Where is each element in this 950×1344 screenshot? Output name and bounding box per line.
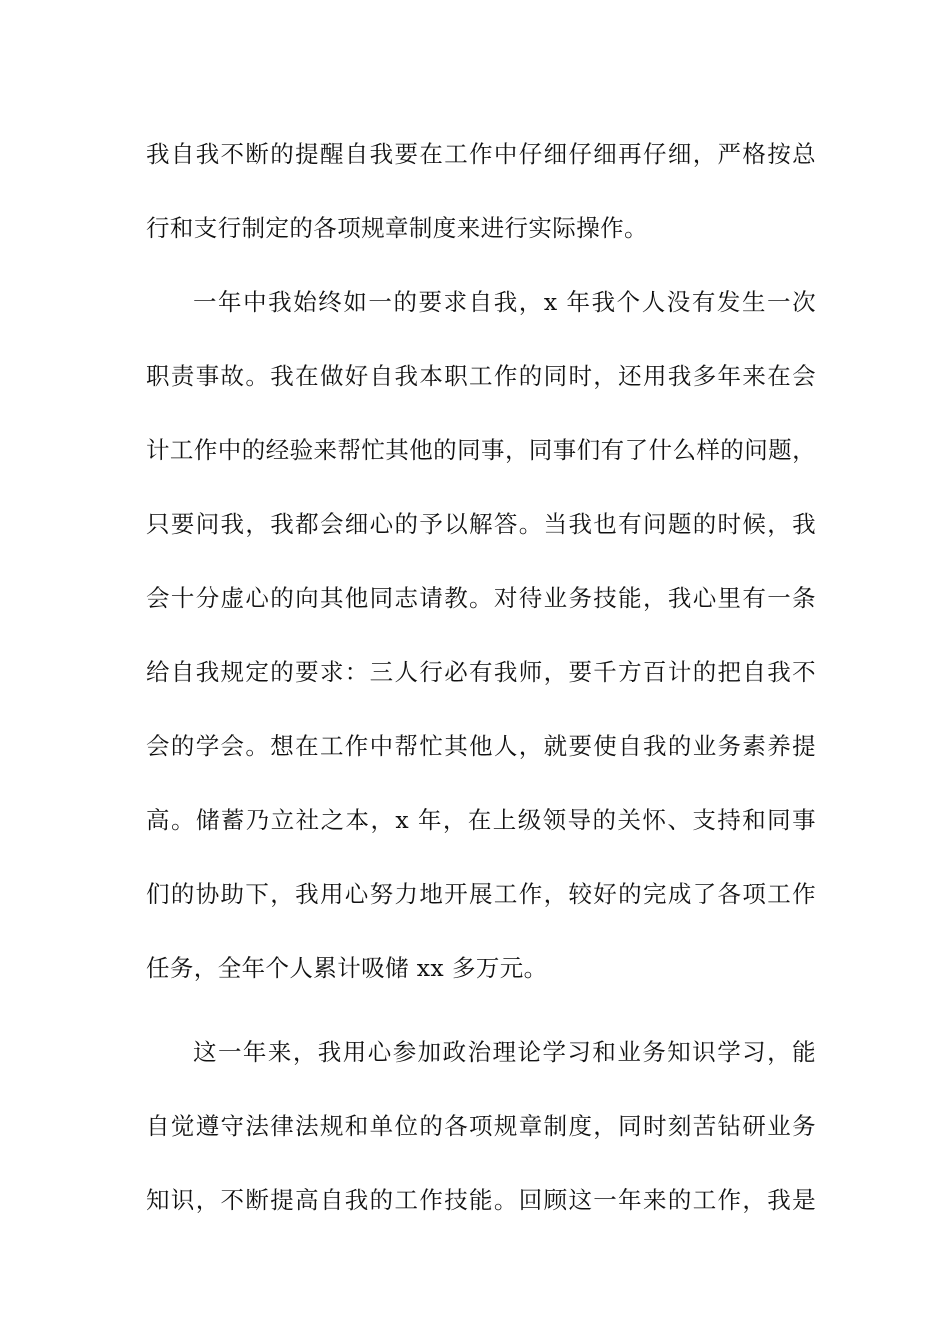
text-line: 知识，不断提高自我的工作技能。回顾这一年来的工作，我是 — [146, 1186, 816, 1214]
text-line: 高。储蓄乃立社之本，x 年，在上级领导的关怀、支持和同事 — [146, 806, 816, 834]
text-line: 计工作中的经验来帮忙其他的同事，同事们有了什么样的问题， — [146, 436, 816, 464]
text-line: 会十分虚心的向其他同志请教。对待业务技能，我心里有一条 — [146, 584, 816, 612]
text-line: 们的协助下，我用心努力地开展工作，较好的完成了各项工作 — [146, 880, 816, 908]
text-line: 给自我规定的要求：三人行必有我师，要千方百计的把自我不 — [146, 658, 816, 686]
text-line: 会的学会。想在工作中帮忙其他人，就要使自我的业务素养提 — [146, 732, 816, 760]
text-line: 自觉遵守法律法规和单位的各项规章制度，同时刻苦钻研业务 — [146, 1112, 816, 1140]
text-line: 任务，全年个人累计吸储 xx 多万元。 — [146, 954, 548, 982]
text-line: 行和支行制定的各项规章制度来进行实际操作。 — [146, 214, 648, 242]
paragraph-first-line: 一年中我始终如一的要求自我，x 年我个人没有发生一次 — [193, 288, 816, 316]
text-line: 我自我不断的提醒自我要在工作中仔细仔细再仔细，严格按总 — [146, 140, 816, 168]
text-line: 职责事故。我在做好自我本职工作的同时，还用我多年来在会 — [146, 362, 816, 390]
paragraph-first-line: 这一年来，我用心参加政治理论学习和业务知识学习，能 — [193, 1038, 816, 1066]
text-line: 只要问我，我都会细心的予以解答。当我也有问题的时候，我 — [146, 510, 816, 538]
